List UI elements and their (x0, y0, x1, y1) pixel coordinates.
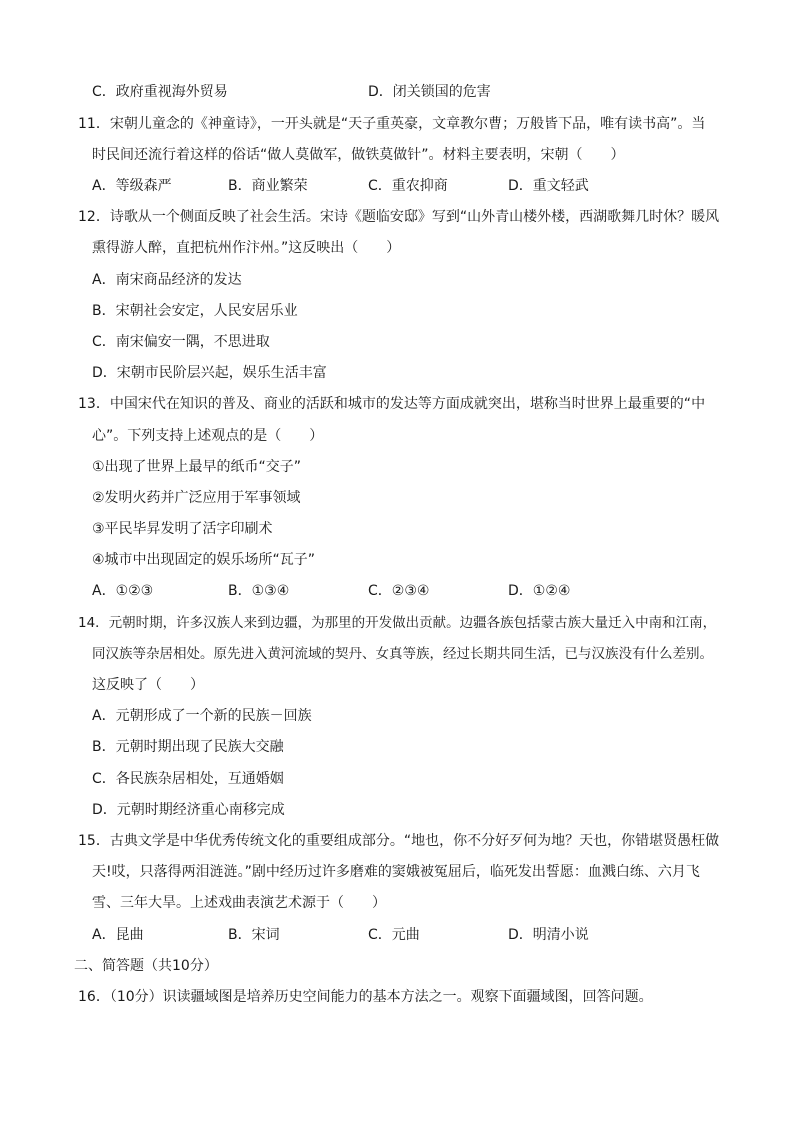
q15-stem-line1: 15．古典文学是中华优秀传统文化的重要组成部分。“地也，你不分好歹何为地？天也，你错堪贤愚枉做 (78, 833, 720, 849)
q12-stem-line2: 熏得游人醉，直把杭州作汴州。”这反映出（ ） (92, 240, 401, 256)
q15-option-b: B．宋词 (228, 927, 280, 943)
q11-stem-line2: 时民间还流行着这样的俗话“做人莫做军，做铁莫做针”。材料主要表明，宋朝（ ） (92, 147, 625, 163)
q15-stem-line2: 天!哎，只落得两泪涟涟。”剧中经历过许多磨难的窦娥被冤屈后，临死发出誓愿：血溅白练、六月飞 (92, 864, 700, 880)
q13-item-4: ④城市中出现固定的娱乐场所“瓦子” (92, 552, 316, 568)
q14-option-d: D．元朝时期经济重心南移完成 (92, 802, 285, 818)
q13-item-3: ③平民毕昇发明了活字印刷术 (92, 521, 273, 537)
q14-option-a: A．元朝形成了一个新的民族－回族 (92, 708, 312, 724)
q11-option-a: A．等级森严 (92, 178, 172, 194)
q12-option-b: B．宋朝社会安定，人民安居乐业 (92, 303, 298, 319)
q11-stem-line1: 11．宋朝儿童念的《神童诗》，一开头就是“天子重英豪，文章教尔曹；万般皆下品，唯有读书高”。当 (78, 116, 706, 132)
q13-option-a: A．①②③ (92, 583, 154, 599)
q13-item-2: ②发明火药并广泛应用于军事领域 (92, 490, 301, 506)
q11-option-b: B．商业繁荣 (228, 178, 308, 194)
q13-item-1: ①出现了世界上最早的纸币“交子” (92, 459, 302, 475)
q15-option-d: D．明清小说 (508, 927, 589, 943)
q11-option-c: C．重农抑商 (368, 178, 448, 194)
q14-stem-line3: 这反映了（ ） (92, 677, 204, 693)
section-2-title: 二、简答题（共10分） (74, 958, 218, 974)
q13-option-c: C．②③④ (368, 583, 430, 599)
q15-option-a: A．昆曲 (92, 927, 144, 943)
q15-stem-line3: 雪、三年大旱。上述戏曲表演艺术源于（ ） (92, 895, 386, 911)
q14-stem-line2: 同汉族等杂居相处。原先进入黄河流域的契丹、女真等族，经过长期共同生活，已与汉族没有什么差别。 (92, 646, 713, 662)
q10-option-c: C．政府重视海外贸易 (92, 84, 228, 100)
q16-stem-line1: 16．（10分）识读疆域图是培养历史空间能力的基本方法之一。观察下面疆域图，回答问题。 (78, 989, 653, 1005)
q14-option-b: B．元朝时期出现了民族大交融 (92, 739, 284, 755)
q14-option-c: C．各民族杂居相处，互通婚姻 (92, 771, 284, 787)
q11-option-d: D．重文轻武 (508, 178, 589, 194)
q12-option-d: D．宋朝市民阶层兴起，娱乐生活丰富 (92, 365, 327, 381)
q12-option-a: A．南宋商品经济的发达 (92, 272, 242, 288)
q12-stem-line1: 12．诗歌从一个侧面反映了社会生活。宋诗《题临安邸》写到“山外青山楼外楼，西湖歌舞几时休？暖风 (78, 209, 720, 225)
q13-stem-line1: 13．中国宋代在知识的普及、商业的活跃和城市的发达等方面成就突出，堪称当时世界上最重要的“中 (78, 396, 706, 412)
q13-option-d: D．①②④ (508, 583, 571, 599)
q13-stem-line2: 心”。下列支持上述观点的是（ ） (92, 428, 324, 444)
q13-option-b: B．①③④ (228, 583, 290, 599)
q14-stem-line1: 14．元朝时期，许多汉族人来到边疆，为那里的开发做出贡献。边疆各族包括蒙古族大量迁入中南和江南， (78, 615, 717, 631)
q10-option-d: D．闭关锁国的危害 (368, 84, 491, 100)
q15-option-c: C．元曲 (368, 927, 420, 943)
q12-option-c: C．南宋偏安一隅，不思进取 (92, 334, 270, 350)
